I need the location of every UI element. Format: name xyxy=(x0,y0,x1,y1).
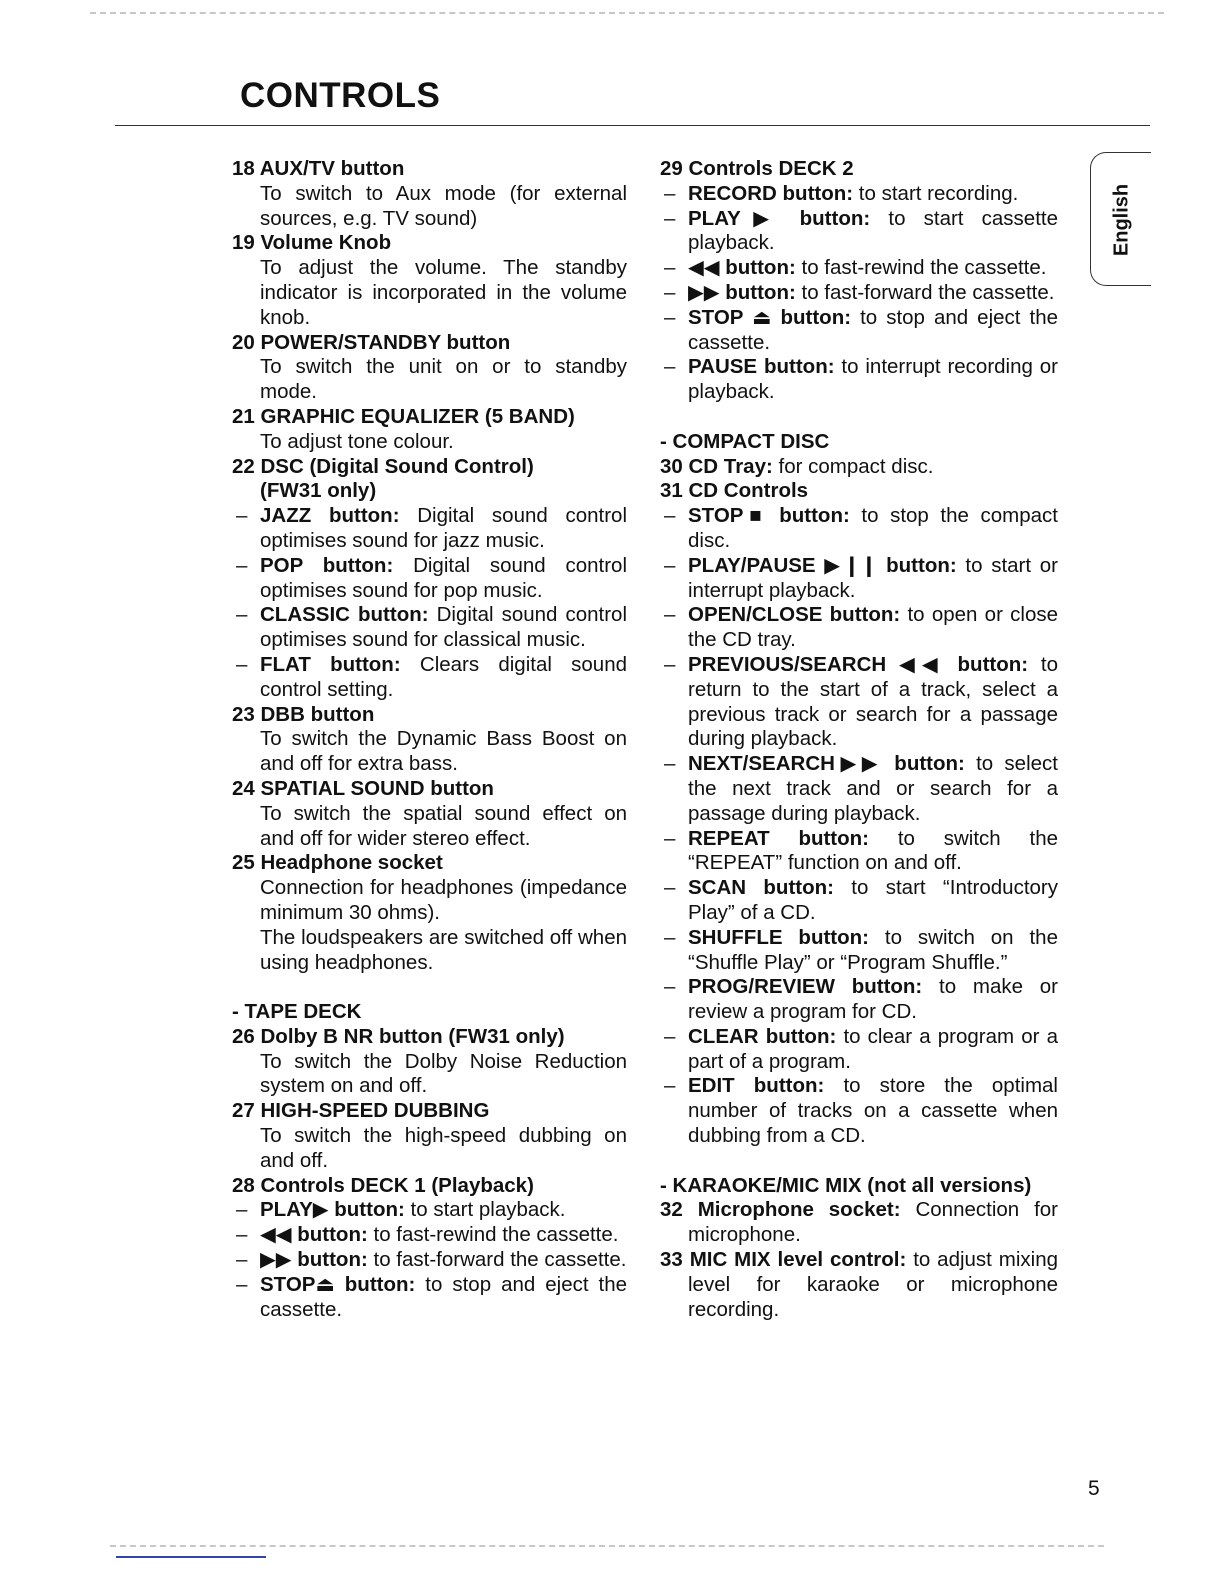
item-23-heading: 23 DBB button xyxy=(232,702,375,726)
item-20-heading: 20 POWER/STANDBY button xyxy=(232,330,511,354)
bullet-label: POP button: xyxy=(260,553,394,577)
bullet-label: EDIT button: xyxy=(688,1074,825,1098)
bullet-text: to fast-rewind the cassette. xyxy=(795,256,1047,280)
page-title: CONTROLS xyxy=(240,76,441,115)
bullet-cd-scan xyxy=(660,876,1058,926)
bullet-pop xyxy=(232,554,627,604)
bullet-text: to stop and eject the cassette. xyxy=(260,1272,627,1321)
bullet-cd-open-close xyxy=(660,603,1058,653)
bullet-label: ◀◀ button: xyxy=(688,256,796,280)
item-33 xyxy=(660,1248,1058,1322)
item-19-heading: 19 Volume Knob xyxy=(232,231,392,255)
left-column xyxy=(232,157,627,1322)
bullet-deck2-play xyxy=(660,207,1058,257)
bullet-text: to fast-forward the cassette. xyxy=(795,280,1055,304)
item-19-description: To adjust the volume. The standby indicator is incorporated in the volume knob. xyxy=(260,256,627,329)
item-26-heading: 26 Dolby B NR button (FW31 only) xyxy=(232,1024,565,1048)
bullet-label: PLAY▶ button: xyxy=(688,206,871,230)
bullet-text: to start or interrupt playback. xyxy=(688,553,1058,602)
item-18-heading: 18 AUX/TV button xyxy=(232,157,405,180)
item-24-heading: 24 SPATIAL SOUND button xyxy=(232,776,494,800)
bullet-deck2-record xyxy=(660,182,1058,207)
item-26-description: To switch the Dolby Noise Reduction system on and off. xyxy=(260,1049,627,1098)
item-22-subheading: (FW31 only) xyxy=(260,479,377,503)
bullet-cd-shuffle xyxy=(660,926,1058,976)
item-27-heading: 27 HIGH-SPEED DUBBING xyxy=(232,1099,490,1123)
item-30-heading: 30 CD Tray: xyxy=(660,454,773,478)
item-32-text: Connection for microphone. xyxy=(688,1198,1059,1247)
bullet-label: STOP⏏ button: xyxy=(260,1272,416,1296)
bullet-text: to fast-forward the cassette. xyxy=(367,1248,627,1272)
bullet-text: to select the next track and or search for a passage during playback. xyxy=(688,752,1058,825)
bullet-label: ◀◀ button: xyxy=(260,1223,368,1247)
bullet-text: to make or review a program for CD. xyxy=(688,975,1058,1024)
bullet-text: to start cassette playback. xyxy=(688,206,1058,255)
bullet-label: SCAN button: xyxy=(688,876,834,900)
bullet-deck1-forward xyxy=(232,1248,627,1273)
bullet-jazz xyxy=(232,504,627,554)
bullet-label: STOP■ button: xyxy=(688,504,850,528)
section-karaoke: - KARAOKE/MIC MIX (not all versions) xyxy=(660,1173,1032,1197)
item-20-description: To switch the unit on or to standby mode. xyxy=(260,355,627,404)
bullet-deck2-stop xyxy=(660,306,1058,356)
bullet-label: RECORD button: xyxy=(688,181,854,205)
spacer xyxy=(660,405,1058,430)
language-tab-label: English xyxy=(1110,183,1133,257)
item-25-heading: 25 Headphone socket xyxy=(232,851,443,875)
bullet-deck2-rewind xyxy=(660,256,1058,281)
bullet-label: OPEN/CLOSE button: xyxy=(688,603,901,627)
item-21-description: To adjust tone colour. xyxy=(260,429,454,453)
right-column xyxy=(660,157,1058,1322)
bullet-flat xyxy=(232,653,627,703)
bullet-text: Digital sound control optimises sound for jazz music. xyxy=(260,504,628,552)
bullet-deck2-pause xyxy=(660,355,1058,405)
bullet-label: CLASSIC button: xyxy=(260,603,429,627)
bullet-label: SHUFFLE button: xyxy=(688,925,869,949)
item-25-description: Connection for headphones (impedance minimum 30 ohms). xyxy=(260,876,627,924)
bullet-label: PROG/REVIEW button: xyxy=(688,975,923,999)
bullet-text: to start recording. xyxy=(853,181,1019,205)
item-27-description: To switch the high-speed dubbing on and off. xyxy=(260,1124,627,1172)
spacer xyxy=(232,975,627,1000)
bullet-classic xyxy=(232,603,627,653)
section-compact-disc: - COMPACT DISC xyxy=(660,429,830,453)
bullet-label: PLAY/PAUSE ▶❙❙ button: xyxy=(688,553,957,577)
bullet-cd-edit xyxy=(660,1074,1058,1148)
item-33-heading: 33 MIC MIX level control: xyxy=(660,1248,907,1272)
item-32 xyxy=(660,1198,1058,1248)
bullet-label: ▶▶ button: xyxy=(260,1248,368,1272)
title-rule xyxy=(115,125,1150,126)
bullet-label: PREVIOUS/SEARCH ◀◀ button: xyxy=(688,652,1029,676)
scan-noise-bottom xyxy=(110,1545,1104,1547)
bullet-cd-next xyxy=(660,752,1058,826)
bullet-label: PAUSE button: xyxy=(688,355,835,379)
bullet-cd-stop xyxy=(660,504,1058,554)
bullet-text: to stop and eject the cassette. xyxy=(688,305,1059,354)
item-24-description: To switch the spatial sound effect on and off for wider stereo effect. xyxy=(260,801,627,850)
bullet-text: to stop the compact disc. xyxy=(688,504,1058,552)
item-25-note: The loudspeakers are switched off when using headphones. xyxy=(260,925,627,974)
bullet-text: to clear a program or a part of a program. xyxy=(688,1024,1058,1073)
bullet-text: to switch on the “Shuffle Play” or “Program Shuffle.” xyxy=(688,925,1058,974)
page-number: 5 xyxy=(1088,1477,1100,1500)
bullet-text: to store the optimal number of tracks on a cassette when dubbing from a CD. xyxy=(688,1074,1058,1148)
item-23-description: To switch the Dynamic Bass Boost on and off for extra bass. xyxy=(260,727,627,776)
bullet-text: Digital sound control optimises sound for classical music. xyxy=(260,603,627,652)
bullet-deck1-stop xyxy=(232,1273,627,1323)
bullet-label: PLAY▶ button: xyxy=(260,1198,405,1222)
section-tape-deck: - TAPE DECK xyxy=(232,1000,362,1024)
item-32-heading: 32 Microphone socket: xyxy=(660,1198,901,1222)
scan-noise-top xyxy=(90,12,1164,14)
bullet-text: to start “Introductory Play” of a CD. xyxy=(688,876,1058,924)
bullet-text: to open or close the CD tray. xyxy=(688,603,1058,652)
item-28-heading: 28 Controls DECK 1 (Playback) xyxy=(232,1173,534,1197)
bullet-label: JAZZ button: xyxy=(260,504,400,528)
bullet-text: Clears digital sound control setting. xyxy=(260,652,627,701)
bullet-deck2-forward xyxy=(660,281,1058,306)
scan-mark-blue xyxy=(116,1556,266,1558)
bullet-text: to interrupt recording or playback. xyxy=(688,355,1058,404)
spacer xyxy=(660,1149,1058,1174)
item-22-heading: 22 DSC (Digital Sound Control) xyxy=(232,454,534,478)
bullet-deck1-rewind xyxy=(232,1223,627,1248)
bullet-label: STOP ⏏ button: xyxy=(688,305,852,329)
bullet-cd-play-pause xyxy=(660,554,1058,604)
bullet-cd-repeat xyxy=(660,827,1058,877)
bullet-label: CLEAR button: xyxy=(688,1024,837,1048)
bullet-cd-prog-review xyxy=(660,975,1058,1025)
item-21-heading: 21 GRAPHIC EQUALIZER (5 BAND) xyxy=(232,404,575,428)
bullet-label: NEXT/SEARCH▶▶ button: xyxy=(688,752,965,776)
bullet-label: ▶▶ button: xyxy=(688,280,796,304)
item-33-text: to adjust mixing level for karaoke or microphone recording. xyxy=(688,1248,1059,1321)
item-29-heading: 29 Controls DECK 2 xyxy=(660,157,854,180)
bullet-cd-clear xyxy=(660,1025,1058,1075)
bullet-text: to fast-rewind the cassette. xyxy=(367,1223,619,1247)
bullet-cd-previous xyxy=(660,653,1058,752)
bullet-label: REPEAT button: xyxy=(688,826,870,850)
bullet-deck1-play xyxy=(232,1198,627,1223)
bullet-text: Digital sound control optimises sound for pop music. xyxy=(260,553,627,602)
bullet-label: FLAT button: xyxy=(260,652,401,676)
item-18-description: To switch to Aux mode (for external sources, e.g. TV sound) xyxy=(260,181,627,230)
bullet-text: to return to the start of a track, select a previous track or search for a passage during playback. xyxy=(688,652,1059,751)
item-30-text: for compact disc. xyxy=(772,454,934,478)
item-31-heading: 31 CD Controls xyxy=(660,479,809,503)
item-30 xyxy=(660,455,1058,480)
bullet-text: to start playback. xyxy=(404,1198,566,1222)
bullet-text: to switch the “REPEAT” function on and off. xyxy=(688,826,1058,875)
